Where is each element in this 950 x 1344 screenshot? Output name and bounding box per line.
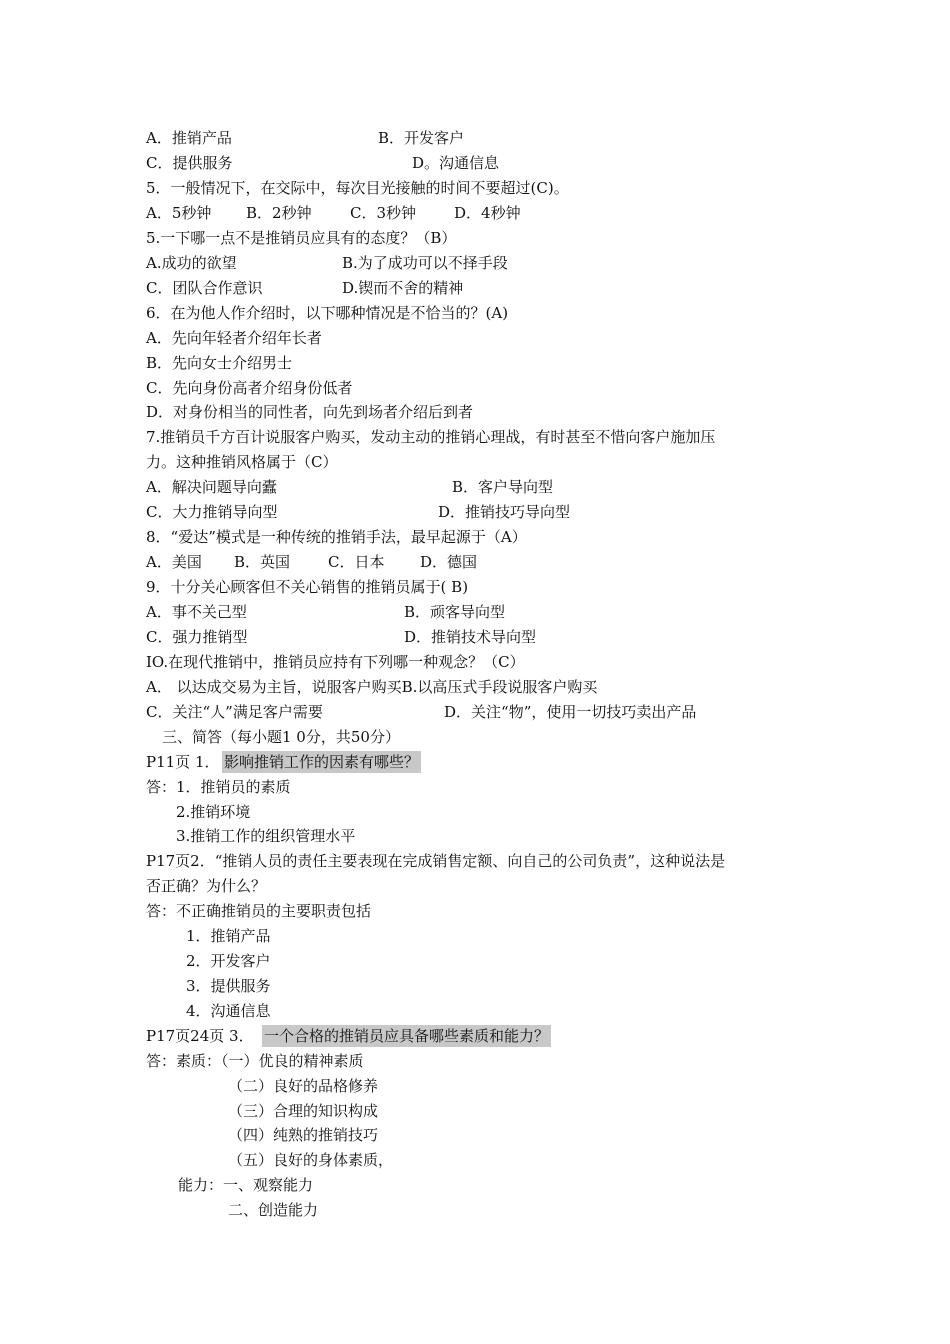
text-segment: 5.一下哪一点不是推销员应具有的态度？（B） (146, 229, 457, 247)
text-segment: 8．“爱达”模式是一种传统的推销手法，最早起源于（A） (146, 528, 527, 546)
text-segment: C．提供服务 (146, 154, 233, 172)
text-segment: 4．沟通信息 (186, 1002, 271, 1020)
text-segment: P17页24页 3． (146, 1027, 254, 1045)
text-segment: A．5秒钟 (146, 204, 212, 222)
text-segment: B．顽客导向型 (404, 603, 506, 621)
text-segment: 3.推销工作的组织管理水平 (176, 827, 356, 845)
text-segment: 2.推销环境 (176, 803, 251, 821)
text-segment: 能力：一、观察能力 (178, 1176, 314, 1194)
text-segment: P17页2．“推销人员的责任主要表现在完成销售定额、向自己的公司负责”，这种说法是 (146, 852, 726, 870)
text-segment: D．4秒钟 (454, 204, 521, 222)
text-segment: D．推销技术导向型 (404, 628, 537, 646)
text-segment: （四）纯熟的推销技巧 (228, 1126, 379, 1144)
text-segment: （五）良好的身体素质， (228, 1151, 394, 1169)
text-segment: 否正确？为什么？ (146, 877, 267, 895)
text-segment: C．先向身份高者介绍身份低者 (146, 379, 353, 397)
text-segment: B．客户导向型 (452, 478, 554, 496)
text-segment: D．德国 (420, 553, 478, 571)
text-segment: A．推销产品 (146, 129, 232, 147)
text-segment: D。沟通信息 (412, 154, 500, 172)
text-segment: 9．十分关心顾客但不关心销售的推销员属于( B) (146, 578, 469, 596)
text-segment: C．大力推销导向型 (146, 503, 278, 521)
text-segment: 6．在为他人作介绍时，以下哪种情况是不恰当的？(A) (146, 304, 509, 322)
text-segment: D.锲而不舍的精神 (342, 279, 464, 297)
text-segment: D．推销技巧导向型 (438, 503, 571, 521)
text-segment: A.成功的欲望 (146, 254, 237, 272)
text-segment: C．强力推销型 (146, 628, 248, 646)
text-segment: A．先向年轻者介绍年长者 (146, 329, 322, 347)
text-segment: C．团队合作意识 (146, 279, 263, 297)
text-segment: 答：素质：（一）优良的精神素质 (146, 1052, 364, 1070)
text-segment: IO.在现代推销中，推销员应持有下列哪一种观念？（C） (146, 653, 525, 671)
text-segment: A．解决问题导向蠹 (146, 478, 277, 496)
text-segment: A． 以达成交易为主旨，说服客户购买B.以高压式手段说服客户购买 (146, 678, 598, 696)
text-segment: 二、创造能力 (228, 1201, 319, 1219)
text-segment: A．美国 (146, 553, 202, 571)
text-segment: 3．提供服务 (186, 977, 271, 995)
text-segment: （三）合理的知识构成 (228, 1102, 379, 1120)
text-segment: 5．一般情况下，在交际中，每次目光接触的时间不要超过(C)。 (146, 179, 569, 197)
text-segment: C．关注“人”满足客户需要 (146, 703, 323, 721)
text-segment: B．2秒钟 (246, 204, 312, 222)
text-segment: A．事不关己型 (146, 603, 247, 621)
text-segment: D．对身份相当的同性者，向先到场者介绍后到者 (146, 403, 474, 421)
text-segment: 7.推销员千方百计说服客户购买，发动主动的推销心理战，有时甚至不惜向客户施加压 (146, 428, 716, 446)
text-segment: C．3秒钟 (350, 204, 417, 222)
text-segment: C．日本 (328, 553, 385, 571)
highlighted-question: 一个合格的推销员应具备哪些素质和能力？ (264, 1027, 550, 1045)
text-segment: 力。这种推销风格属于（C） (146, 453, 338, 471)
text-segment: B．先向女士介绍男士 (146, 354, 293, 372)
text-segment: B.为了成功可以不择手段 (342, 254, 508, 272)
text-segment: 答：1．推销员的素质 (146, 778, 291, 796)
text-segment: 三、简答（每小题1 0分，共50分） (162, 728, 400, 746)
text-segment: P11页 1． (146, 753, 220, 771)
text-segment: （二）良好的品格修养 (228, 1077, 379, 1095)
text-segment: 1．推销产品 (186, 927, 271, 945)
text-segment: D．关注“物”，使用一切技巧卖出产品 (444, 703, 697, 721)
text-segment: 答：不正确推销员的主要职责包括 (146, 902, 372, 920)
highlighted-question: 影响推销工作的因素有哪些？ (224, 753, 420, 771)
text-segment: B．英国 (234, 553, 291, 571)
text-segment: 2．开发客户 (186, 952, 271, 970)
text-segment: B．开发客户 (378, 129, 465, 147)
